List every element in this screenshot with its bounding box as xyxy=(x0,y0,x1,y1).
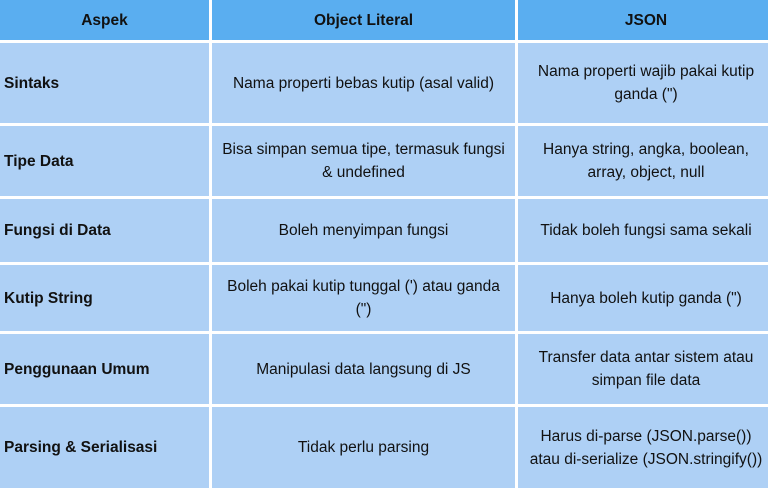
row-parsing-object-literal: Tidak perlu parsing xyxy=(212,407,515,488)
header-aspek: Aspek xyxy=(0,0,209,40)
header-json: JSON xyxy=(518,0,768,40)
row-sintaks-json: Nama properti wajib pakai kutip ganda (") xyxy=(518,43,768,123)
row-tipe-data-object-literal: Bisa simpan semua tipe, termasuk fungsi & undefined xyxy=(212,126,515,196)
row-penggunaan-aspect: Penggunaan Umum xyxy=(0,334,209,404)
row-penggunaan-object-literal: Manipulasi data langsung di JS xyxy=(212,334,515,404)
row-tipe-data-json: Hanya string, angka, boolean, array, object, null xyxy=(518,126,768,196)
row-fungsi-object-literal: Boleh menyimpan fungsi xyxy=(212,199,515,262)
header-object-literal: Object Literal xyxy=(212,0,515,40)
row-kutip-aspect: Kutip String xyxy=(0,265,209,331)
row-tipe-data-aspect: Tipe Data xyxy=(0,126,209,196)
row-penggunaan-json: Transfer data antar sistem atau simpan file data xyxy=(518,334,768,404)
row-parsing-json: Harus di-parse (JSON.parse()) atau di-serialize (JSON.stringify()) xyxy=(518,407,768,488)
row-fungsi-json: Tidak boleh fungsi sama sekali xyxy=(518,199,768,262)
row-sintaks-aspect: Sintaks xyxy=(0,43,209,123)
row-kutip-json: Hanya boleh kutip ganda (") xyxy=(518,265,768,331)
row-fungsi-aspect: Fungsi di Data xyxy=(0,199,209,262)
row-sintaks-object-literal: Nama properti bebas kutip (asal valid) xyxy=(212,43,515,123)
row-parsing-aspect: Parsing & Serialisasi xyxy=(0,407,209,488)
row-kutip-object-literal: Boleh pakai kutip tunggal (') atau ganda (") xyxy=(212,265,515,331)
